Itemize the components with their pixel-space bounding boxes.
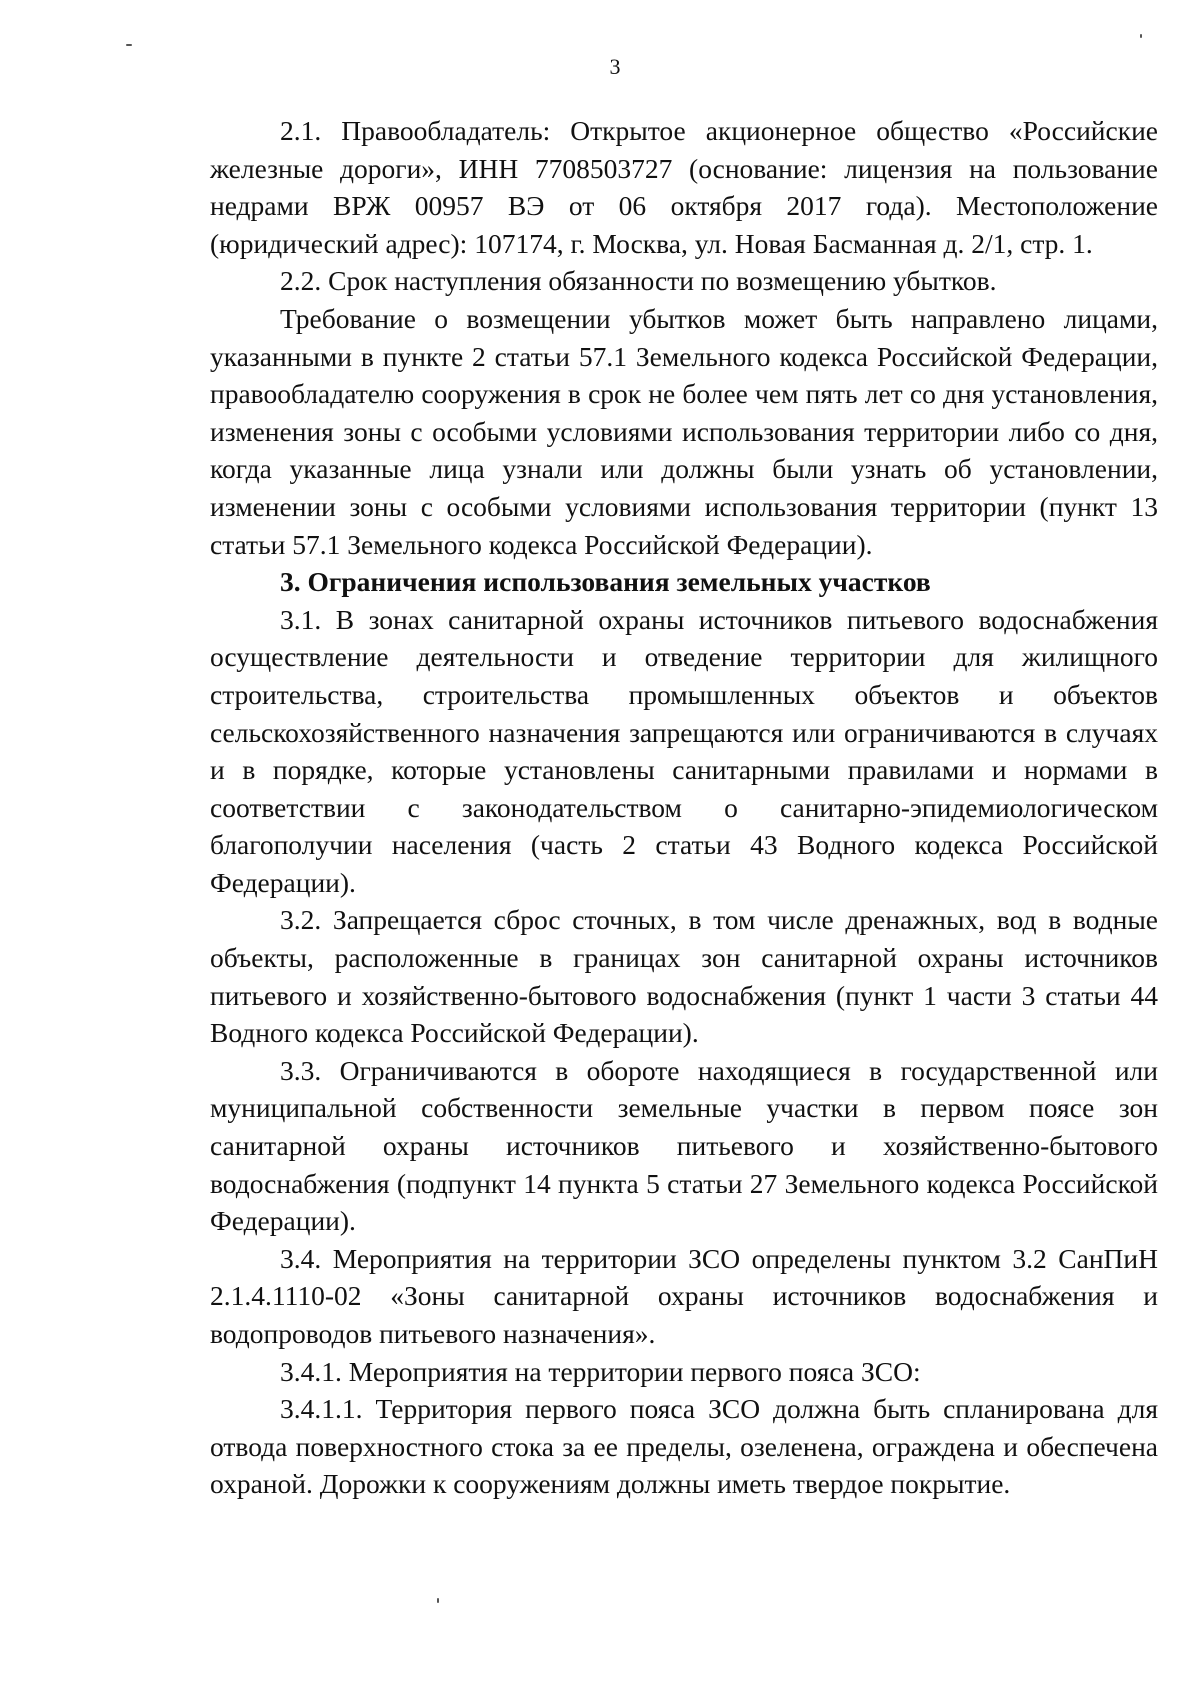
scan-speck — [126, 44, 132, 46]
page-number: 3 — [609, 54, 621, 79]
section-3-heading: 3. Ограничения использования земельных участков — [280, 566, 931, 598]
paragraph-3-4-1: 3.4.1. Мероприятия на территории первого пояса ЗСО: — [280, 1355, 921, 1387]
paragraph-3-2: 3.2. Запрещается сброс сточных, в том числе дренажных, вод в водные объекты, расположенные в границах зон санитарной охраны источников питьевого и хозяйственно-бытового водоснабжения (пункт 1 части 3 статьи 44 Водного кодекса Российской Федерации). — [210, 904, 1158, 1049]
scan-speck — [437, 1598, 439, 1603]
paragraph-3-1: 3.1. В зонах санитарной охраны источников питьевого водоснабжения осуществление деятельности и отведение территории для жилищного строительства, строительства промышленных объектов и объектов сельскохозяйственного назначения запрещаются или ограничиваются в случаях и в порядке, которые установлены санитарными правилами и нормами в соответствии с законодательством о санитарно-эпидемиологическом благополучии населения (часть 2 статьи 43 Водного кодекса Российской Федерации). — [210, 603, 1158, 898]
paragraph-3-4-1-1: 3.4.1.1. Территория первого пояса ЗСО должна быть спланирована для отвода поверхностного стока за ее пределы, озеленена, ограждена и обеспечена охраной. Дорожки к сооружениям должны иметь твердое покрытие. — [210, 1393, 1158, 1500]
document-body — [210, 112, 1158, 1503]
paragraph-damages-claim: Требование о возмещении убытков может быть направлено лицами, указанными в пункте 2 статьи 57.1 Земельного кодекса Российской Федерации, правообладателю сооружения в срок не более чем пять лет со дня установления, изменения зоны с особыми условиями использования территории либо со дня, когда указанные лица узнали или должны были узнать об установлении, изменении зоны с особыми условиями использования территории (пункт 13 статьи 57.1 Земельного кодекса Российской Федерации). — [210, 302, 1158, 560]
scan-speck — [1140, 34, 1142, 38]
paragraph-2-2-damages-deadline: 2.2. Срок наступления обязанности по возмещению убытков. — [280, 265, 997, 297]
paragraph-3-3: 3.3. Ограничиваются в обороте находящиеся в государственной или муниципальной собственности земельные участки в первом поясе зон санитарной охраны источников питьевого и хозяйственно-бытового водоснабжения (подпункт 14 пункта 5 статьи 27 Земельного кодекса Российской Федерации). — [210, 1054, 1158, 1237]
paragraph-2-1-rights-holder: 2.1. Правообладатель: Открытое акционерное общество «Российские железные дороги», ИНН 7708503727 (основание: лицензия на пользование недрами ВРЖ 00957 ВЭ от 06 октября 2017 года). Местоположение (юридический адрес): 107174, г. Москва, ул. Новая Басманная д. 2/1, стр. 1. — [210, 115, 1158, 259]
paragraph-3-4: 3.4. Мероприятия на территории ЗСО определены пунктом 3.2 СанПиН 2.1.4.1110-02 «Зоны санитарной охраны источников водоснабжения и водопроводов питьевого назначения». — [210, 1242, 1158, 1349]
